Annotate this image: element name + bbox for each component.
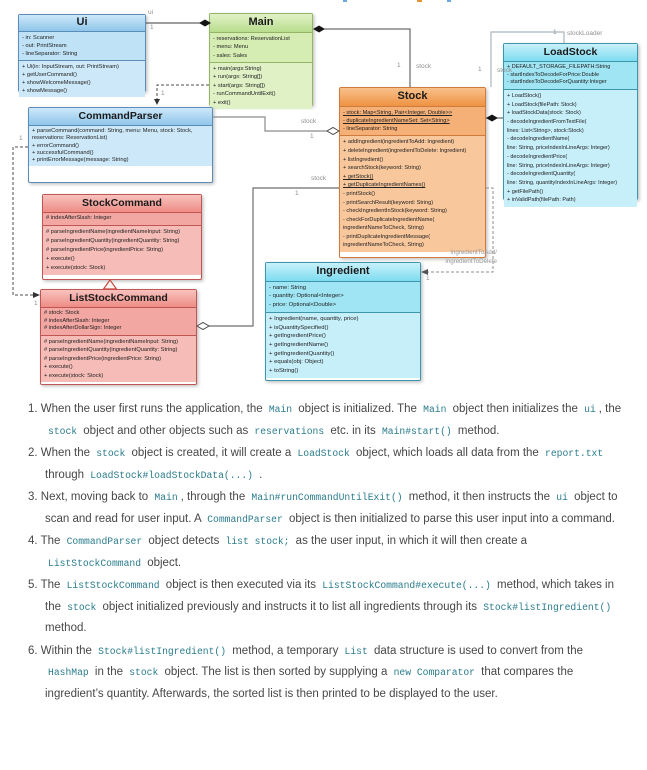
note-item: [28, 399, 627, 442]
member-line: line: String, priceIndexInLineArgs: Integer): [507, 162, 610, 169]
class-title: CommandParser: [29, 108, 212, 126]
member-line: - runCommandUntilExit(): [213, 91, 276, 98]
note-text: object is then initialized to parse this user input into a command.: [285, 512, 615, 525]
label-ingredient-mult: 1: [426, 275, 430, 282]
inline-code: CommandParser: [66, 536, 143, 547]
note-text: object is created, it will create a: [128, 447, 295, 459]
note-item: [28, 575, 627, 640]
member-line: # parseIngredientQuantity(ingredientQuantity: String): [46, 237, 180, 244]
label-ui-role: ui: [148, 9, 154, 16]
note-text: object. The list is then sorted by supplying a: [161, 666, 391, 678]
methods-compartment: [43, 226, 201, 275]
notes-list: [28, 399, 627, 706]
member-line: + execute(): [46, 255, 75, 262]
connector-inheritance-liststockcommand-stockcommand: [104, 280, 117, 289]
class-box-main: [209, 13, 313, 106]
class-box-stockcommand: [42, 194, 202, 280]
member-line: - lineSeparator: String: [22, 50, 78, 57]
member-line: - duplicateIngredientNameSet: Set<String>: [343, 117, 450, 124]
note-text: , through the: [180, 491, 249, 503]
member-line: # indexAfterSlash: Integer: [46, 215, 112, 222]
note-text: object is initialized. The: [295, 403, 421, 415]
member-line: + getFilePath(): [507, 188, 544, 195]
aggregation-diamond-icon: [197, 323, 209, 330]
attributes-compartment: [210, 33, 312, 63]
attributes-compartment: [266, 282, 420, 313]
member-line: - printSearchResult(keyword: String): [343, 199, 434, 206]
member-line: ingredientNameToCheck, String): [343, 225, 424, 232]
label-ingredient-dep-line1: ingredientToAdd/: [450, 249, 497, 256]
methods-compartment: [41, 336, 196, 382]
label-ingredient-dependency: [402, 249, 497, 266]
member-line: lines: List<String>, stock:Stock): [507, 127, 584, 134]
aggregation-diamond-icon: [327, 128, 339, 135]
inline-code: ui: [556, 492, 568, 503]
note-item: [28, 443, 627, 486]
note-text: object detects: [145, 535, 223, 547]
inline-code: Main#start(): [381, 425, 452, 437]
member-line: + getIngredientPrice(): [269, 333, 326, 340]
member-line: + Ingredient(name, quantity, price): [269, 315, 359, 322]
member-line: + main(args:String): [213, 65, 262, 72]
composition-diamond-icon: [313, 26, 325, 33]
member-line: + parseCommand(command: String, menu: Menu, stock: Stock,: [32, 128, 193, 135]
member-line: # parseIngredientPrice(ingredientPrice: String): [44, 355, 161, 362]
inline-code: stock: [129, 667, 159, 678]
member-line: + execute(stock: Stock): [46, 264, 106, 271]
note-text: Next, moving back to: [40, 491, 152, 503]
clipped-text-remnant: [0, 0, 647, 3]
note-text: object to scan and read for user input. A: [45, 491, 618, 525]
member-line: - price: Optional<Double>: [269, 302, 337, 309]
inline-code: Main: [154, 492, 178, 503]
class-box-ingredient: [265, 262, 421, 381]
member-line: - decodeIngredientQuantity(: [507, 171, 576, 178]
inline-code: ui: [584, 404, 596, 415]
note-item: [28, 531, 627, 574]
member-line: # stock: Stock: [44, 310, 80, 317]
dependency-arrow-icon: [33, 292, 40, 298]
inline-code: Main: [423, 404, 447, 415]
member-line: reservations: ReservationList): [32, 135, 108, 142]
label-parser-dep-mult-dst: 1: [34, 300, 38, 307]
member-line: # indexAfterDollarSign: Integer: [44, 325, 122, 332]
member-line: # parseIngredientPrice(ingredientPrice: String): [46, 246, 163, 253]
member-line: + LoadStock(): [507, 92, 542, 99]
inline-code: report.txt: [545, 448, 604, 459]
note-text: Within the: [40, 644, 96, 657]
member-line: - decodeIngredientName(: [507, 136, 570, 143]
member-line: + deleteIngredient(ingredientToDelete: Ingredient): [343, 147, 467, 154]
note-text: method.: [454, 424, 500, 437]
member-line: + getIngredientName(): [269, 341, 329, 348]
note-text: method, a temporary: [229, 644, 342, 657]
note-item: [28, 641, 627, 706]
label-main-stock-role: stock: [416, 63, 432, 70]
member-line: - decodeIngredientFromTextFile(: [507, 119, 587, 126]
label-liststock-stock-role: stock: [311, 175, 327, 182]
label-stockloader-role: stockLoader: [567, 30, 603, 37]
note-item: [28, 487, 627, 530]
member-line: # parseIngredientName(ingredientNameInput: String): [44, 338, 179, 345]
inline-code: LoadStock#loadStockData(...): [90, 469, 253, 481]
member-line: + errorCommand(): [32, 142, 79, 149]
inline-code: ListStockCommand: [66, 580, 160, 591]
connector-stock-stockloader: [486, 115, 503, 122]
member-line: line: String, quantityIndexInLineArgs: Integer): [507, 179, 618, 186]
member-line: + loadStockData(stock: Stock): [507, 110, 581, 117]
inline-code: CommandParser: [207, 513, 283, 525]
composition-diamond-icon: [486, 115, 498, 122]
label-parser-stock-role: stock: [301, 118, 317, 125]
note-text: object is then executed via its: [162, 579, 320, 591]
member-line: - startIndexToDecodeForPrice:Double: [507, 71, 600, 78]
inline-code: Stock#listIngredient(): [98, 645, 227, 657]
member-line: + showMessage(): [22, 88, 68, 95]
member-line: - sales: Sales: [213, 52, 248, 59]
inline-code: ListStockCommand#execute(...): [322, 580, 491, 591]
member-line: + execute(): [44, 364, 73, 371]
class-title: Stock: [340, 88, 485, 107]
methods-compartment: [266, 313, 420, 378]
note-text: The: [40, 579, 64, 591]
note-number: 6.: [28, 644, 41, 657]
member-line: - checkIngredientInStock(keyword: String): [343, 208, 447, 215]
inline-code: Main: [268, 404, 293, 415]
dependency-arrow-icon: [154, 99, 160, 105]
label-parser-stock-mult: 1: [310, 133, 314, 140]
member-line: - decodeIngredientPrice(: [507, 153, 568, 160]
attributes-compartment: [340, 107, 485, 137]
label-loadstock-stock-mult: 1: [478, 66, 482, 73]
note-text: When the user first runs the application, the: [40, 403, 266, 415]
member-line: + LoadStock(filePath: Stock): [507, 101, 577, 108]
attributes-compartment: [41, 308, 196, 336]
connector-ui-main: [146, 20, 211, 27]
methods-compartment: [210, 63, 312, 109]
methods-compartment: [504, 90, 637, 207]
note-text: as the user input, in which it will then create a: [292, 535, 528, 547]
class-box-ui: [18, 14, 146, 95]
member-line: - lineSeparator: String: [343, 126, 398, 133]
member-line: + isQuantitySpecified(): [269, 324, 329, 331]
note-text: object and other objects such as: [80, 424, 252, 437]
class-title: ListStockCommand: [41, 290, 196, 308]
note-text: .: [255, 468, 263, 481]
note-text: object then initializes the: [449, 403, 582, 415]
member-line: + successfulCommand(): [32, 149, 94, 156]
inline-code: HashMap: [48, 667, 89, 678]
label-ui-mult: 1: [150, 24, 154, 31]
member-line: line: String, priceIndexInLineArgs: Integer): [507, 145, 610, 152]
note-text: data structure is used to convert from the: [370, 644, 584, 657]
member-line: + addIngredient(ingredientToAdd: Ingredient): [343, 139, 455, 146]
class-title: Ingredient: [266, 263, 420, 282]
inline-code: List: [344, 645, 368, 657]
connector-parser-stock: [213, 117, 339, 135]
member-line: + run(args: String[]): [213, 74, 263, 81]
class-title: Ui: [19, 15, 145, 32]
member-line: + equals(obj: Object): [269, 359, 324, 366]
member-line: - printStock(): [343, 190, 376, 197]
inline-code: Stock#listIngredient(): [483, 601, 612, 613]
member-line: + getUserCommand(): [22, 72, 77, 79]
member-line: - startIndexToDecodeForQuantity:Integer: [507, 79, 607, 86]
attributes-compartment: [43, 213, 201, 226]
member-line: # parseIngredientName(ingredientNameInput: String): [46, 228, 181, 235]
member-line: - menu: Menu: [213, 44, 249, 51]
note-text: method, it then instructs the: [405, 491, 554, 503]
class-box-commandparser: [28, 107, 213, 183]
note-number: 2.: [28, 447, 41, 459]
inline-code: stock: [48, 425, 78, 437]
inline-code: ListStockCommand: [48, 557, 142, 569]
member-line: - printDuplicateIngredientMessage(: [343, 233, 431, 240]
member-line: + printErrorMessage(message: String): [32, 156, 129, 163]
member-line: - in: Scanner: [22, 34, 55, 41]
inline-code: LoadStock: [297, 448, 350, 459]
member-line: - reservations: ReservationList: [213, 35, 290, 42]
note-number: 4.: [28, 535, 41, 547]
member-line: + getDuplicateIngredientNames(): [343, 182, 426, 189]
label-main-parser-mult: 1: [161, 90, 165, 97]
member-line: + Ui(in: InputStream, out: PrintStream): [22, 64, 119, 71]
note-text: object.: [144, 556, 182, 569]
methods-compartment: [29, 126, 212, 166]
class-box-stock: [339, 87, 486, 258]
class-title: Main: [210, 14, 312, 33]
note-text: that compares the ingredient’s quantity. Afterwards, the sorted list is then printed to be displayed to the user.: [45, 666, 574, 700]
note-text: The: [40, 535, 64, 547]
note-number: 5.: [28, 579, 41, 591]
member-line: # parseIngredientQuantity(ingredientQuantity: String): [44, 347, 178, 354]
member-line: - stock: Map<String, Pair<Integer, Double>>: [343, 109, 453, 116]
note-text: , the: [598, 403, 622, 415]
inline-code: reservations: [254, 425, 325, 437]
note-number: 1.: [28, 403, 41, 415]
note-number: 3.: [28, 491, 41, 503]
label-stockloader-mult: 1: [553, 29, 557, 36]
class-box-loadstock: [503, 43, 638, 204]
member-line: + listIngredient(): [343, 156, 384, 163]
note-text: etc. in its: [327, 424, 379, 437]
label-liststock-stock-mult: 1: [295, 190, 299, 197]
note-text: object, which loads all data from the: [352, 447, 543, 459]
methods-compartment: [340, 136, 485, 252]
member-line: - out: PrintStream: [22, 42, 67, 49]
member-line: + start(args: String[]): [213, 82, 265, 89]
inline-code: new Comparator: [393, 667, 475, 678]
note-text: through: [45, 468, 88, 481]
member-line: + execute(stock: Stock): [44, 372, 104, 379]
label-parser-dep-mult-src: 1: [19, 135, 23, 142]
label-main-stock-mult: 1: [397, 62, 401, 69]
inline-code: list stock;: [225, 536, 290, 547]
connector-main-stock: [313, 26, 410, 88]
class-title: LoadStock: [504, 44, 637, 62]
member-line: + showWelcomeMessage(): [22, 80, 91, 87]
member-line: - checkForDuplicateIngredientName(: [343, 216, 435, 223]
label-loadstock-stock-role: stock: [497, 67, 513, 74]
member-line: + getIngredientQuantity(): [269, 350, 335, 357]
member-line: + inValidPath(filePath: Path): [507, 197, 576, 204]
member-line: + DEFAULT_STORAGE_FILEPATH:String: [507, 64, 611, 71]
note-text: method.: [45, 622, 87, 634]
label-ingredient-dep-line2: ingredientToDelete: [445, 257, 497, 265]
member-line: # indexAfterSlash: Integer: [44, 317, 110, 324]
inline-code: Main#runCommandUntilExit(): [251, 492, 403, 503]
note-text: in the: [91, 666, 127, 678]
member-line: - quantity: Optional<Integer>: [269, 293, 344, 300]
inheritance-triangle-icon: [104, 280, 117, 289]
note-text: When the: [40, 447, 94, 459]
member-line: + getStock(): [343, 173, 374, 180]
inline-code: stock: [96, 448, 126, 459]
member-line: + toString(): [269, 368, 299, 375]
class-title: StockCommand: [43, 195, 201, 213]
member-line: - name: String: [269, 284, 306, 291]
methods-compartment: [19, 61, 145, 97]
member-line: + searchStock(keyword: String): [343, 165, 421, 172]
inline-code: stock: [67, 601, 97, 613]
note-text: object initialized previously and instructs it to list all ingredients through its: [99, 600, 481, 613]
member-line: + exit(): [213, 99, 231, 106]
class-box-liststockcommand: [40, 289, 197, 385]
member-line: ingredientNameToCheck, String): [343, 242, 424, 249]
attributes-compartment: [504, 62, 637, 90]
note-text: method, which takes in the: [45, 579, 614, 613]
attributes-compartment: [19, 32, 145, 61]
